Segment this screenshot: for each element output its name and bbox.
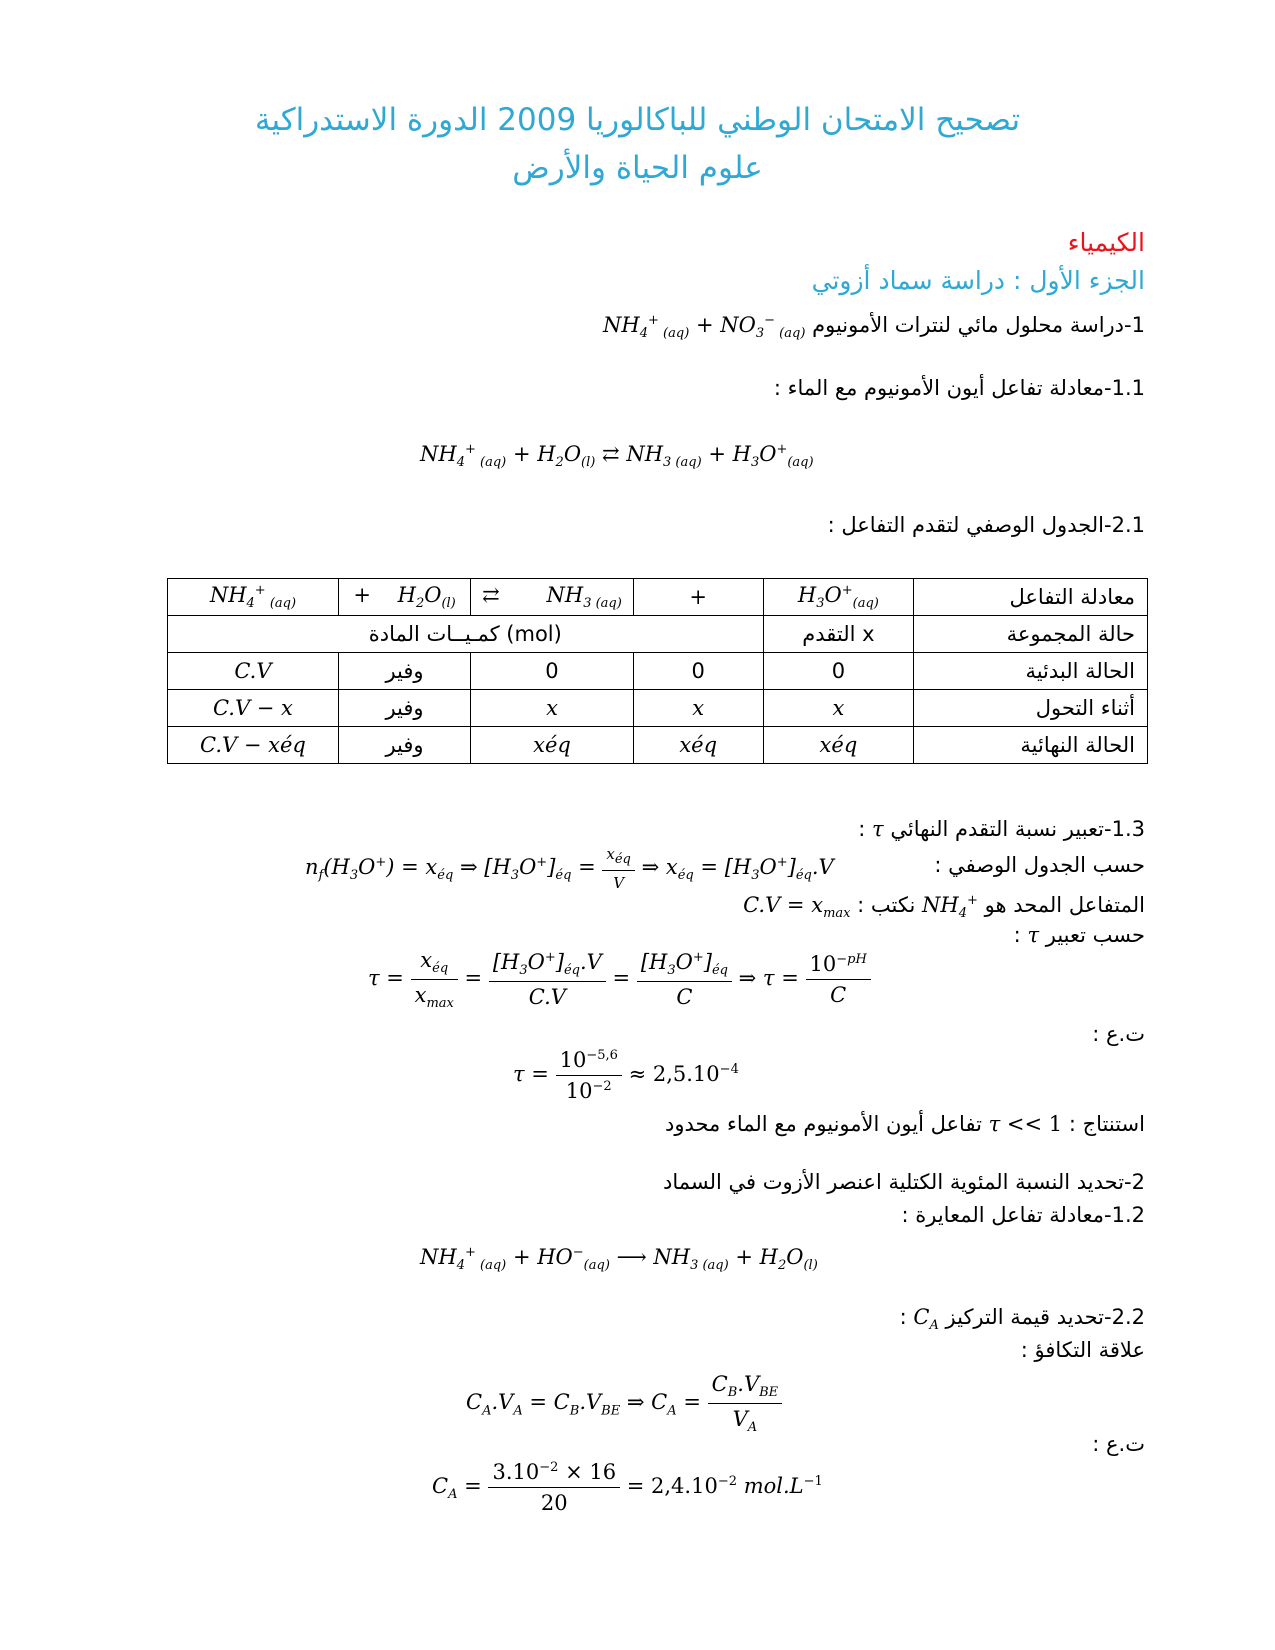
according-table-line: حسب الجدول الوصفي : <box>934 853 1145 877</box>
limiting-formula: $NH_4^+$ <box>922 893 978 922</box>
tau-ll-one: τ << 1 <box>988 1112 1063 1136</box>
ca-num: 3.10 <box>492 1460 540 1484</box>
conclusion-line <box>665 1112 1145 1136</box>
cell-h2o-header: + $H_2O_{(l)}$ <box>338 579 470 616</box>
cell-state: الحالة النهائية <box>914 727 1148 764</box>
cell-equation-label: معادلة التفاعل <box>914 579 1148 616</box>
solution-formula: $NH_4^+$ $_{(aq)} + NO_3^-$ $_{(aq)}$ <box>603 313 806 342</box>
ca-symbol: $C_A$ <box>913 1305 939 1334</box>
tau-symbol: τ <box>872 817 884 841</box>
page-title: تصحيح الامتحان الوطني للباكالوريا 2009 الدورة الاستدراكية <box>254 102 1021 138</box>
cell-arrow-header: ⇄ $NH_{3 (aq)}$ <box>471 579 634 616</box>
numeric-app-1: ت.ع : <box>1092 1022 1145 1046</box>
equation-titration: $NH_4^+$ $_{(aq)} + HO^-_{(aq)}$ ⟶ $NH_{3 (aq)} + H_2O_{(l)}$ <box>420 1245 818 1274</box>
ca-unit-exp: −1 <box>803 1474 823 1489</box>
cell-nh3: x <box>471 690 634 727</box>
cell-nh3: xéq <box>471 727 634 764</box>
cell-nh3: 0 <box>471 653 634 690</box>
cell-x: x <box>763 690 914 727</box>
cell-h2o: وفير <box>338 727 470 764</box>
we-write-label: نكتب : <box>857 893 916 917</box>
cell-nh4: C.V <box>168 653 339 690</box>
q13-label: 1.3-تعبير نسبة التقدم النهائي <box>890 817 1145 841</box>
equation-ammonium-water: $NH_4^+$ $_{(aq)} + H_2O_{(l)}$ ⇄ $NH_{3 (aq)} + H_3O^+_{(aq)}$ <box>420 442 814 471</box>
cell-h2o: وفير <box>338 690 470 727</box>
table-row <box>168 653 1148 690</box>
cell-nh4: C.V − x <box>168 690 339 727</box>
cell-h3o-header: $H_3O^+_{(aq)}$ <box>763 579 914 616</box>
cell-h3o: x <box>633 690 763 727</box>
cell-quantities: كمـيــات المادة (mol) <box>168 616 764 653</box>
q11-label: 1.1-معادلة تفاعل أيون الأمونيوم مع الماء : <box>773 376 1145 400</box>
conclusion-text: تفاعل أيون الأمونيوم مع الماء محدود <box>664 1112 982 1136</box>
cell-group-state: حالة المجموعة <box>914 616 1148 653</box>
conclusion-label: استنتاج : <box>1068 1112 1145 1136</box>
equation-xeq: $n_f(H_3O^+) = x_{éq}$ ⇒ $[H_3O^+]_{éq}$ = $\frac{x_{éq}}{V}$ ⇒ $x_{éq} = [H_3O^+]_{éq}.V$ <box>305 845 834 892</box>
q22-label: 2.2-تحديد قيمة التركيز <box>945 1305 1145 1329</box>
cell-nh4-header: $NH_4^+$ $_{(aq)}$ <box>168 579 339 616</box>
equation-tau: τ = $\frac{x_{éq}}{x_{max}}$ = $\frac{[H_3O^+]_{éq}.V}{C.V}$ = $\frac{[H_3O^+]_{éq}}{C}$ ⇒ τ = $\frac{10^{-pH}}{C}$ <box>368 948 871 1011</box>
cell-h3o: xéq <box>633 727 763 764</box>
ca-den: 20 <box>540 1491 568 1515</box>
cell-plus-header: + <box>633 579 763 616</box>
advancement-table <box>167 578 1148 764</box>
q22-heading: 2.2-تحديد قيمة التركيز $C_A$ : <box>899 1305 1145 1334</box>
table-row <box>168 727 1148 764</box>
limiting-reagent-label: المتفاعل المحد هو <box>984 893 1145 917</box>
ca-result-exp: −2 <box>717 1474 737 1489</box>
according-tau-label: حسب تعبير <box>1045 923 1145 947</box>
cell-x: 0 <box>763 653 914 690</box>
cell-advancement: التقدم x <box>763 616 914 653</box>
according-tau-line: حسب تعبير τ : <box>1013 923 1145 947</box>
q21-label: 2.1-الجدول الوصفي لتقدم التفاعل : <box>827 513 1145 537</box>
ca-num-tail: × 16 <box>558 1460 617 1484</box>
tau-den: 10 <box>565 1079 593 1103</box>
tau-den-exp: −2 <box>592 1079 612 1094</box>
tau-symbol: τ <box>1027 923 1040 947</box>
q1-label: 1-دراسة محلول مائي لنترات الأمونيوم <box>812 313 1145 337</box>
part-title: الجزء الأول : دراسة سماد أزوتي <box>811 266 1145 295</box>
q2-label: 2-تحديد النسبة المئوية الكتلية اعنصر الأزوت في السماد <box>662 1170 1145 1194</box>
cell-x: xéq <box>763 727 914 764</box>
equation-ca-value: $C_A$ = $\frac{3.10^{-2} \times 16}{20}$ = $2,4.10^{-2}$ $mol.L^{-1}$ <box>432 1460 823 1515</box>
equation-equivalence: $C_A.V_A = C_B.V_{BE}$ ⇒ $C_A$ = $\frac{C_B.V_{BE}}{V_A}$ <box>466 1372 782 1435</box>
cell-h3o: 0 <box>633 653 763 690</box>
ca-result: = 2,4.10 <box>626 1474 718 1498</box>
xmax-formula: $C.V = x_{max}$ <box>743 893 851 922</box>
ca-num-exp: −2 <box>539 1460 559 1475</box>
equiv-label: علاقة التكافؤ : <box>1020 1338 1145 1362</box>
cell-state: الحالة البدئية <box>914 653 1148 690</box>
page-subtitle: علوم الحياة والأرض <box>512 150 763 186</box>
tau-num: 10 <box>559 1048 587 1072</box>
cell-nh4: C.V − xéq <box>168 727 339 764</box>
tau-num-exp: −5,6 <box>586 1048 618 1063</box>
equation-tau-value: τ = $\frac{10^{-5,6}}{10^{-2}}$ ≈ $2,5.10^{-4}$ <box>513 1048 739 1103</box>
cell-state: أثناء التحول <box>914 690 1148 727</box>
cell-h2o: وفير <box>338 653 470 690</box>
q1-heading <box>603 313 1145 341</box>
q13-heading: 1.3-تعبير نسبة التقدم النهائي τ : <box>858 817 1145 841</box>
section-title: الكيمياء <box>1067 228 1145 257</box>
q12-label: 1.2-معادلة تفاعل المعايرة : <box>901 1203 1145 1227</box>
limiting-reagent-line <box>743 893 1145 921</box>
numeric-app-2: ت.ع : <box>1092 1432 1145 1456</box>
table-row <box>168 690 1148 727</box>
ca-unit: mol.L <box>743 1474 804 1498</box>
tau-result: ≈ 2,5.10 <box>628 1062 720 1086</box>
tau-result-exp: −4 <box>719 1062 739 1077</box>
